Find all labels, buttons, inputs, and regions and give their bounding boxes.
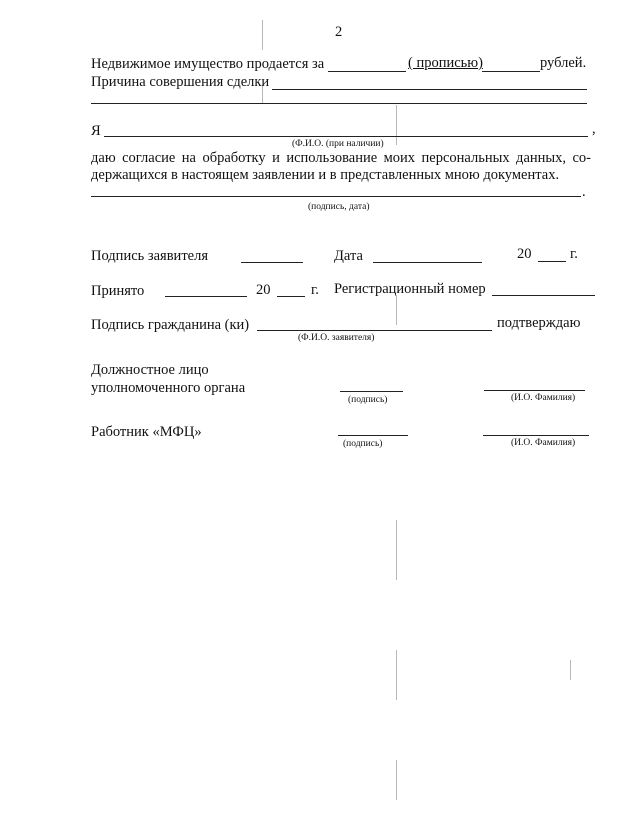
accepted-year-field[interactable] (277, 296, 305, 297)
page-number: 2 (335, 24, 343, 40)
consent-text-line2: держащихся в настоящем заявлении и в представленных мною документах. (91, 167, 560, 183)
accepted-label: Принято (91, 283, 145, 299)
sale-price-words-field[interactable] (482, 71, 540, 72)
citizen-name-hint: (Ф.И.О. заявителя) (298, 333, 375, 343)
official-label-line2: уполномоченного органа (91, 380, 246, 396)
date-label: Дата (334, 248, 363, 264)
consent-text-line1: даю согласие на обработку и использование моих персональных данных, со- (91, 150, 591, 166)
applicant-signature-field[interactable] (241, 262, 303, 263)
mfc-worker-label: Работник «МФЦ» (91, 424, 202, 440)
official-name-hint: (И.О. Фамилия) (511, 393, 576, 403)
sale-price-label: Недвижимое имущество продается за (91, 56, 325, 72)
registration-number-label: Регистрационный номер (334, 281, 486, 297)
consent-end-dot: . (582, 184, 586, 200)
rubles-label: рублей. (540, 55, 587, 71)
mfc-signature-field[interactable] (338, 435, 408, 436)
consent-signature-hint: (подпись, дата) (308, 202, 370, 212)
accepted-year-suffix: г. (311, 282, 319, 298)
consent-pronoun: Я (91, 123, 101, 139)
citizen-signature-field[interactable] (257, 330, 492, 331)
deal-reason-field-line2[interactable] (91, 103, 587, 104)
official-signature-field[interactable] (340, 391, 403, 392)
consent-signature-field[interactable] (91, 196, 581, 197)
official-name-field[interactable] (484, 390, 585, 391)
applicant-signature-label: Подпись заявителя (91, 248, 208, 264)
deal-reason-field[interactable] (272, 89, 587, 90)
accepted-year-prefix: 20 (256, 282, 271, 298)
accepted-date-field[interactable] (165, 296, 247, 297)
official-signature-hint: (подпись) (348, 395, 388, 405)
deal-reason-label: Причина совершения сделки (91, 74, 270, 90)
sale-price-words-label: ( прописью) (408, 55, 483, 71)
registration-number-field[interactable] (492, 295, 595, 296)
date-field[interactable] (373, 262, 482, 263)
mfc-name-hint: (И.О. Фамилия) (511, 438, 576, 448)
date-year-field[interactable] (538, 261, 566, 262)
date-year-prefix: 20 (517, 246, 532, 262)
full-name-field[interactable] (104, 136, 588, 137)
sale-price-field[interactable] (328, 71, 406, 72)
citizen-confirm-label: подтверждаю (497, 315, 581, 331)
consent-comma: , (592, 121, 596, 137)
official-label-line1: Должностное лицо (91, 362, 209, 378)
mfc-signature-hint: (подпись) (343, 439, 383, 449)
full-name-hint: (Ф.И.О. (при наличии) (292, 139, 384, 149)
date-year-suffix: г. (570, 246, 578, 262)
mfc-name-field[interactable] (483, 435, 589, 436)
citizen-signature-label: Подпись гражданина (ки) (91, 317, 250, 333)
